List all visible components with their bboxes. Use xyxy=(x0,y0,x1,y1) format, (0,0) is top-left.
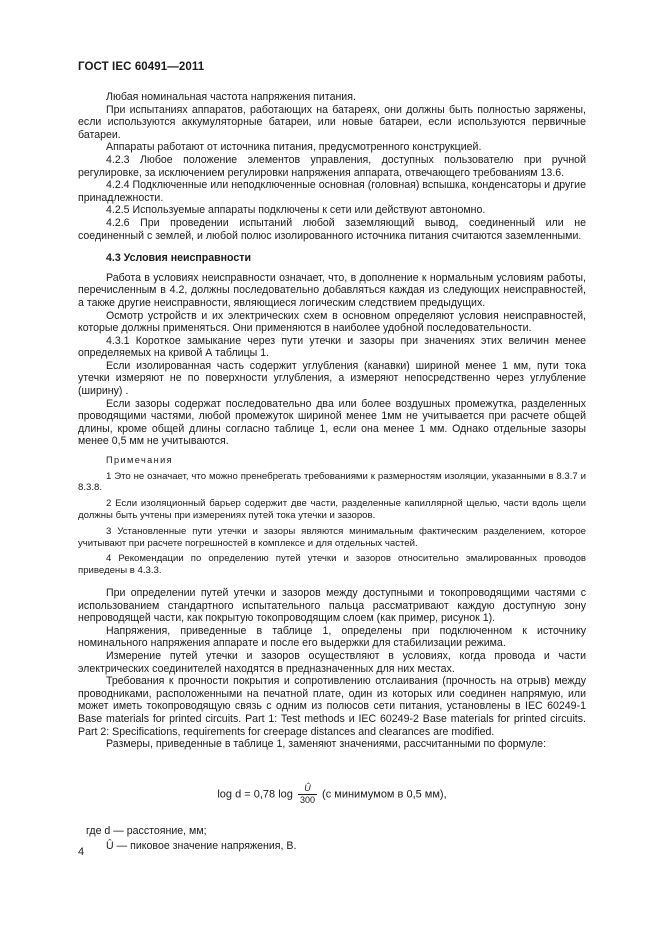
paragraph: 4.2.3 Любое положение элементов управления, доступных пользователю при ручной регулировке, за исключением регулировки напряжения аппарата, отвечающего требованиям 13.6. xyxy=(78,153,586,179)
paragraph: Напряжения, приведенные в таблице 1, определены при подключенном к источнику номинального напряжения аппарате и после его выдержки для стабилизации режима. xyxy=(78,624,586,650)
paragraph: 4.3.1 Короткое замыкание через пути утечки и зазоры при значениях этих величин менее определяемых на кривой А таблицы 1. xyxy=(78,334,586,360)
paragraph: Измерение путей утечки и зазоров осуществляют в условиях, когда провода и части электрических соединителей находятся в предназначенных для них местах. xyxy=(78,649,586,675)
paragraph: Осмотр устройств и их электрических схем в основном определяют условия неисправностей, которые должны применяться. Они применяются в наиболее удобной последовательности. xyxy=(78,309,586,335)
paragraph: Если изолированная часть содержит углубления (канавки) шириной менее 1 мм, пути тока утечки измеряют не по поверхности углубления, а измеряют непосредственно через углубление (ширину) . xyxy=(78,359,586,398)
paragraph: 4.2.6 При проведении испытаний любой заземляющий вывод, соединенный или не соединенный с землей, и любой полюс изолированного источника питания считаются заземленными. xyxy=(78,216,586,242)
formula-rhs: (с минимумом в 0,5 мм), xyxy=(322,788,447,801)
document-header: ГОСТ IEC 60491—2011 xyxy=(78,61,205,73)
page-number: 4 xyxy=(78,846,85,858)
formula xyxy=(78,775,586,805)
paragraph: Если зазоры содержат последовательно два или более воздушных промежутка, разделенных проводящими частями, любой промежуток шириной менее 1мм не учитывается при расчете общей длины, кроме общей длины согласно таблице 1, если она менее 1 мм. Однако отдельные зазоры менее 0,5 мм не учитываются. xyxy=(78,397,586,448)
paragraph: При определении путей утечки и зазоров между доступными и токопроводящими частями с использованием стандартного испытательного пальца рассматривают каждую доступную зону непроводящей части, как покрытую токопроводящим слоем (как пример, рисунок 1). xyxy=(78,587,586,625)
paragraph: Любая номинальная частота напряжения питания. xyxy=(106,91,356,103)
paragraph: 4.2.5 Используемые аппараты подключены к сети или действуют автономно. xyxy=(106,204,486,217)
section-title: 4.3 Условия неисправности xyxy=(106,252,251,265)
paragraph: Работа в условиях неисправности означает, что, в дополнение к нормальным условиям работы, перечисленным в 4.2, должны последовательно добавляться каждая из следующих неисправностей, а также другие неисправности, являющиеся логическим следствием предыдущих. xyxy=(78,271,586,309)
formula-numerator: Û xyxy=(298,783,317,795)
paragraph: При испытаниях аппаратов, работающих на батареях, они должны быть полностью заряжены, если используются аккумуляторные батареи, или новые батареи, если используются первичные батареи. xyxy=(78,103,586,141)
note-item: 1 Это не означает, что можно пренебрегать требованиями к размерностям изоляции, указанными в 8.3.7 и 8.3.8. xyxy=(78,470,586,494)
document-body xyxy=(78,91,586,853)
formula-fraction xyxy=(298,783,317,806)
note-item: 2 Если изоляционный барьер содержит две части, разделенные капиллярной щелью, части вдоль щели должны быть учтены при измерениях путей тока утечки и зазоров. xyxy=(78,498,586,522)
formula-where-line: где d — расстояние, мм; xyxy=(86,824,207,837)
paragraph: Размеры, приведенные в таблице 1, заменяют значениями, рассчитанными по формуле: xyxy=(106,738,547,751)
formula-denominator: 300 xyxy=(299,794,315,805)
paragraph: Аппараты работают от источника питания, предусмотренного конструкцией. xyxy=(106,141,482,154)
paragraph: Требования к прочности покрытия и сопротивлению отслаивания (прочность на отрыв) между проводниками, расположенными на печатной плате, один из которых или соединен напрямую, или может иметь токопроводящую связь с одним из полюсов сети питания, установлены в IEC 60249-1 Base materials for printed circuits. Part 1: Test methods и IEC 60249-2 Base materials for printed circuits. Part 2: Specifications, requirements for creepage distances and clearances are modified. xyxy=(78,675,586,738)
paragraph: 4.2.4 Подключенные или неподключенные основная (головная) вспышка, конденсаторы и другие принадлежности. xyxy=(78,179,586,204)
notes-heading: Примечания xyxy=(106,455,174,466)
note-item: 4 Рекомендации по определению путей утечки и зазоров относительно эмалированных проводов приведены в 4.3.3. xyxy=(78,553,586,577)
formula-where-line: Û — пиковое значение напряжения, В. xyxy=(106,840,297,853)
note-item: 3 Установленные пути утечки и зазоры являются минимальным фактическим разделением, которое учитывают при расчете погрешностей в комплексе и для отдельных частей. xyxy=(78,525,586,549)
formula-lhs: log d = 0,78 log xyxy=(217,788,293,801)
